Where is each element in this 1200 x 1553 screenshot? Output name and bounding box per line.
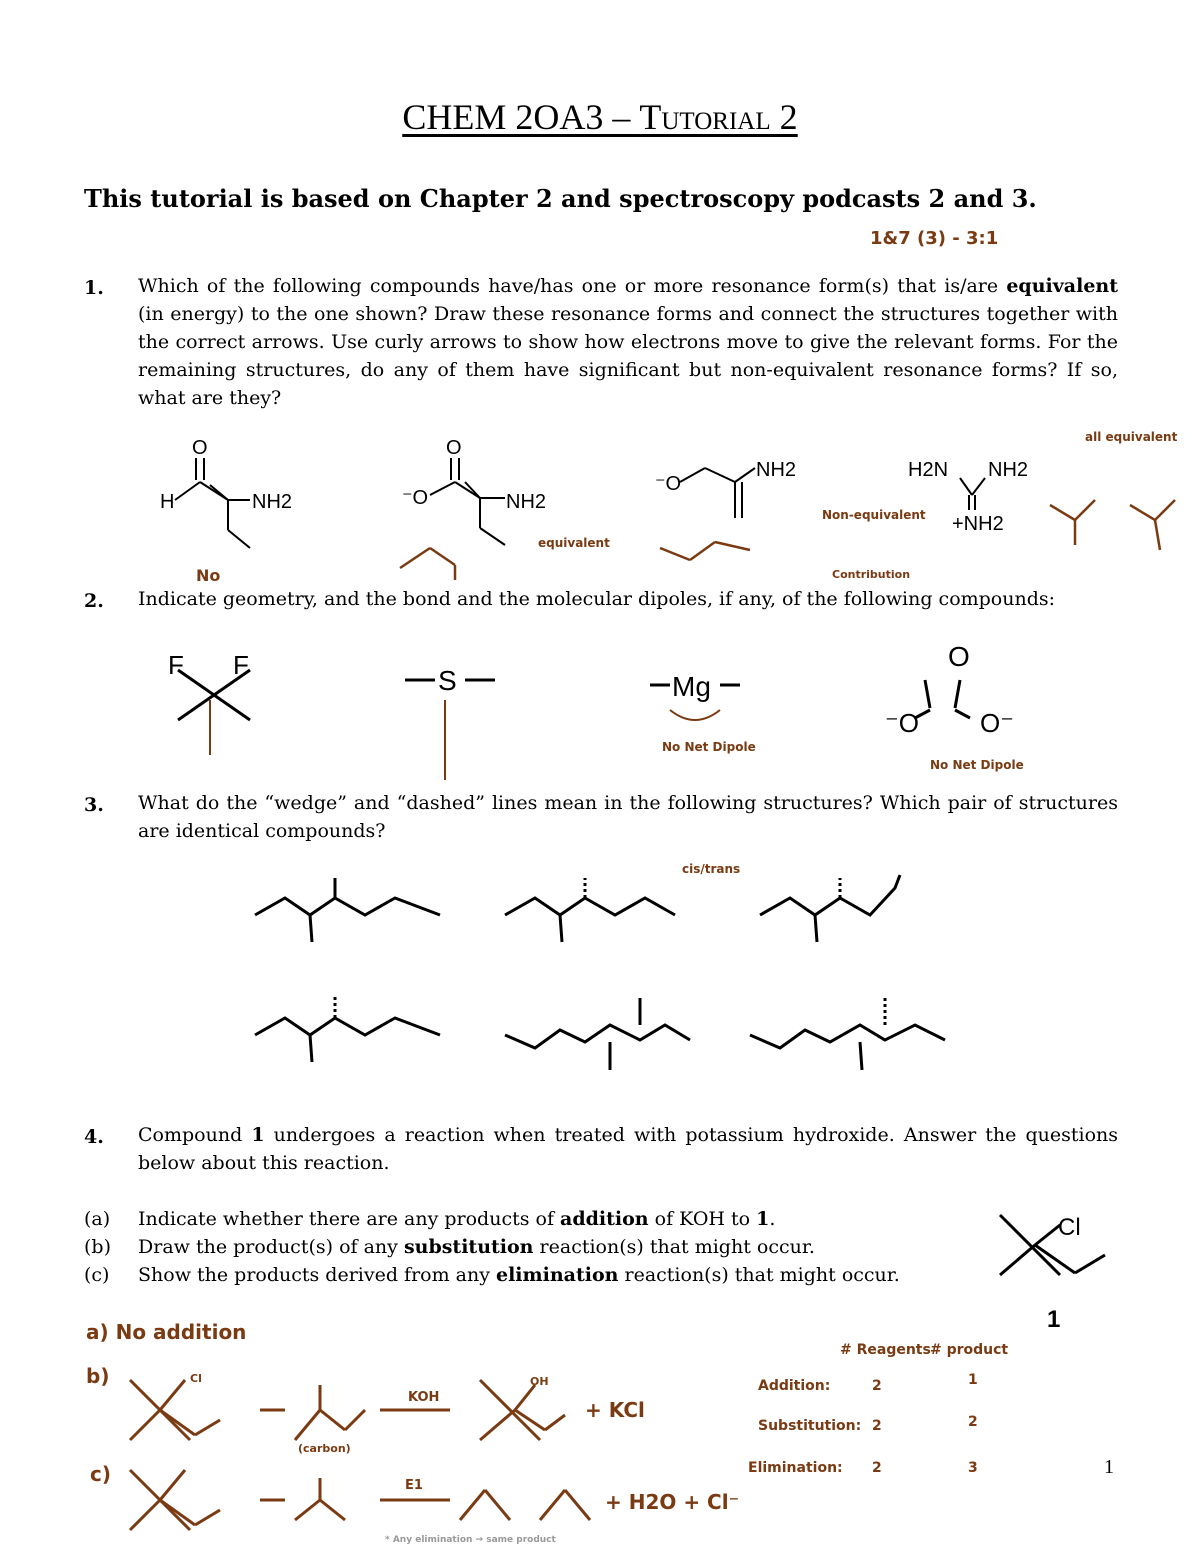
- compound-1-structure: [990, 1205, 1120, 1335]
- q3-structures: [250, 870, 950, 1090]
- note-oh: OH: [530, 1375, 549, 1388]
- q1-oxygen-1: O: [192, 437, 208, 459]
- handwritten-mechanism: [120, 1360, 740, 1550]
- question-3-number: 3.: [84, 794, 104, 816]
- q1-nh2-4: NH2: [988, 459, 1029, 481]
- question-1-number: 1.: [84, 277, 104, 299]
- table-header-reagents: # Reagents: [840, 1342, 931, 1358]
- note-kcl: + KCl: [585, 1398, 645, 1422]
- compound-1-chlorine: Cl: [1058, 1214, 1081, 1241]
- table-cell: 1: [968, 1372, 978, 1388]
- q1-nh2-2: NH2: [506, 491, 547, 513]
- q2-fluorine-1: F: [168, 650, 184, 680]
- table-cell: 2: [872, 1378, 882, 1394]
- table-cell: 2: [872, 1418, 882, 1434]
- answer-b-label: b): [86, 1364, 110, 1388]
- q2-o-minus-right: O⁻: [980, 708, 1014, 738]
- q2-magnesium: Mg: [672, 671, 711, 702]
- question-4-text: Compound 1 undergoes a reaction when treated with potassium hydroxide. Answer the questions below about this reaction.: [138, 1124, 1119, 1174]
- q1-o-minus-2: ⁻O: [655, 473, 682, 495]
- question-2-number: 2.: [84, 590, 104, 612]
- q1-structures: [100, 420, 1200, 590]
- q2-fluorine-2: F: [233, 650, 249, 680]
- q2-sulfur: S: [438, 665, 457, 696]
- q1-hydrogen: H: [160, 491, 175, 513]
- note-e1: E1: [405, 1478, 423, 1493]
- note-h2o: + H2O + Cl⁻: [605, 1490, 740, 1514]
- note-contribution: Contribution: [832, 568, 911, 581]
- note-koh: KOH: [408, 1390, 440, 1405]
- note-equivalent: equivalent: [538, 536, 610, 550]
- handwritten-note-top: 1&7 (3) - 3:1: [870, 228, 999, 249]
- table-cell: 2: [872, 1460, 882, 1476]
- note-no-net-dipole-2: No Net Dipole: [930, 758, 1024, 772]
- q1-h2n: H2N: [908, 459, 949, 481]
- q1-o-minus-1: ⁻O: [402, 487, 429, 509]
- question-1-text: Which of the following compounds have/has one or more resonance form(s) that is/are equivalent (in energy) to the one shown? Draw these resonance forms and connect the structures together with the correct arrows. Use curly arrows to show how electrons move to give the relevant forms. For the remaining structures, do any of them have significant but non-equivalent resonance forms? If so, what are they?: [138, 275, 1118, 409]
- q1-nh2-plus: +NH2: [952, 513, 1004, 535]
- answer-a: a) No addition: [86, 1320, 247, 1344]
- question-4a: (a) Indicate whether there are any products of addition of KOH to 1.: [84, 1208, 776, 1230]
- table-cell: 3: [968, 1460, 978, 1476]
- page-title: CHEM 2OA3 – Tutorial 2: [402, 97, 798, 137]
- note-all-equivalent: all equivalent: [1085, 430, 1178, 444]
- q2-oxygen-top: O: [948, 641, 970, 672]
- q2-o-minus-left: ⁻O: [885, 708, 919, 738]
- question-4c: (c) Show the products derived from any elimination reaction(s) that might occur.: [84, 1264, 900, 1286]
- table-row-substitution: Substitution:: [758, 1418, 862, 1434]
- note-non-equivalent: Non-equivalent: [822, 508, 926, 522]
- note-cis-trans: cis/trans: [682, 862, 741, 876]
- compound-1-label: 1: [1047, 1306, 1061, 1333]
- note-carbon: (carbon): [298, 1442, 351, 1455]
- note-cl: Cl: [190, 1372, 202, 1385]
- question-4-number: 4.: [84, 1126, 104, 1148]
- q1-nh2-3: NH2: [756, 459, 797, 481]
- question-3-text: What do the “wedge” and “dashed” lines mean in the following structures? Which pair of structures are identical compounds?: [138, 792, 1118, 842]
- footnote: * Any elimination → same product: [385, 1535, 556, 1545]
- question-4b: (b) Draw the product(s) of any substitution reaction(s) that might occur.: [84, 1236, 815, 1258]
- question-2-text: Indicate geometry, and the bond and the molecular dipoles, if any, of the following compounds:: [138, 588, 1056, 610]
- page-number: 1: [1104, 1456, 1114, 1478]
- note-no-net-dipole-1: No Net Dipole: [662, 740, 756, 754]
- q1-nh2-1: NH2: [252, 491, 293, 513]
- answer-c-label: c): [90, 1462, 111, 1486]
- subtitle: This tutorial is based on Chapter 2 and spectroscopy podcasts 2 and 3.: [84, 184, 1037, 213]
- table-header-product: # product: [930, 1342, 1009, 1358]
- table-row-elimination: Elimination:: [748, 1460, 843, 1476]
- table-row-addition: Addition:: [758, 1378, 831, 1394]
- table-cell: 2: [968, 1414, 978, 1430]
- q1-oxygen-2: O: [446, 437, 462, 459]
- note-no: No: [196, 566, 221, 585]
